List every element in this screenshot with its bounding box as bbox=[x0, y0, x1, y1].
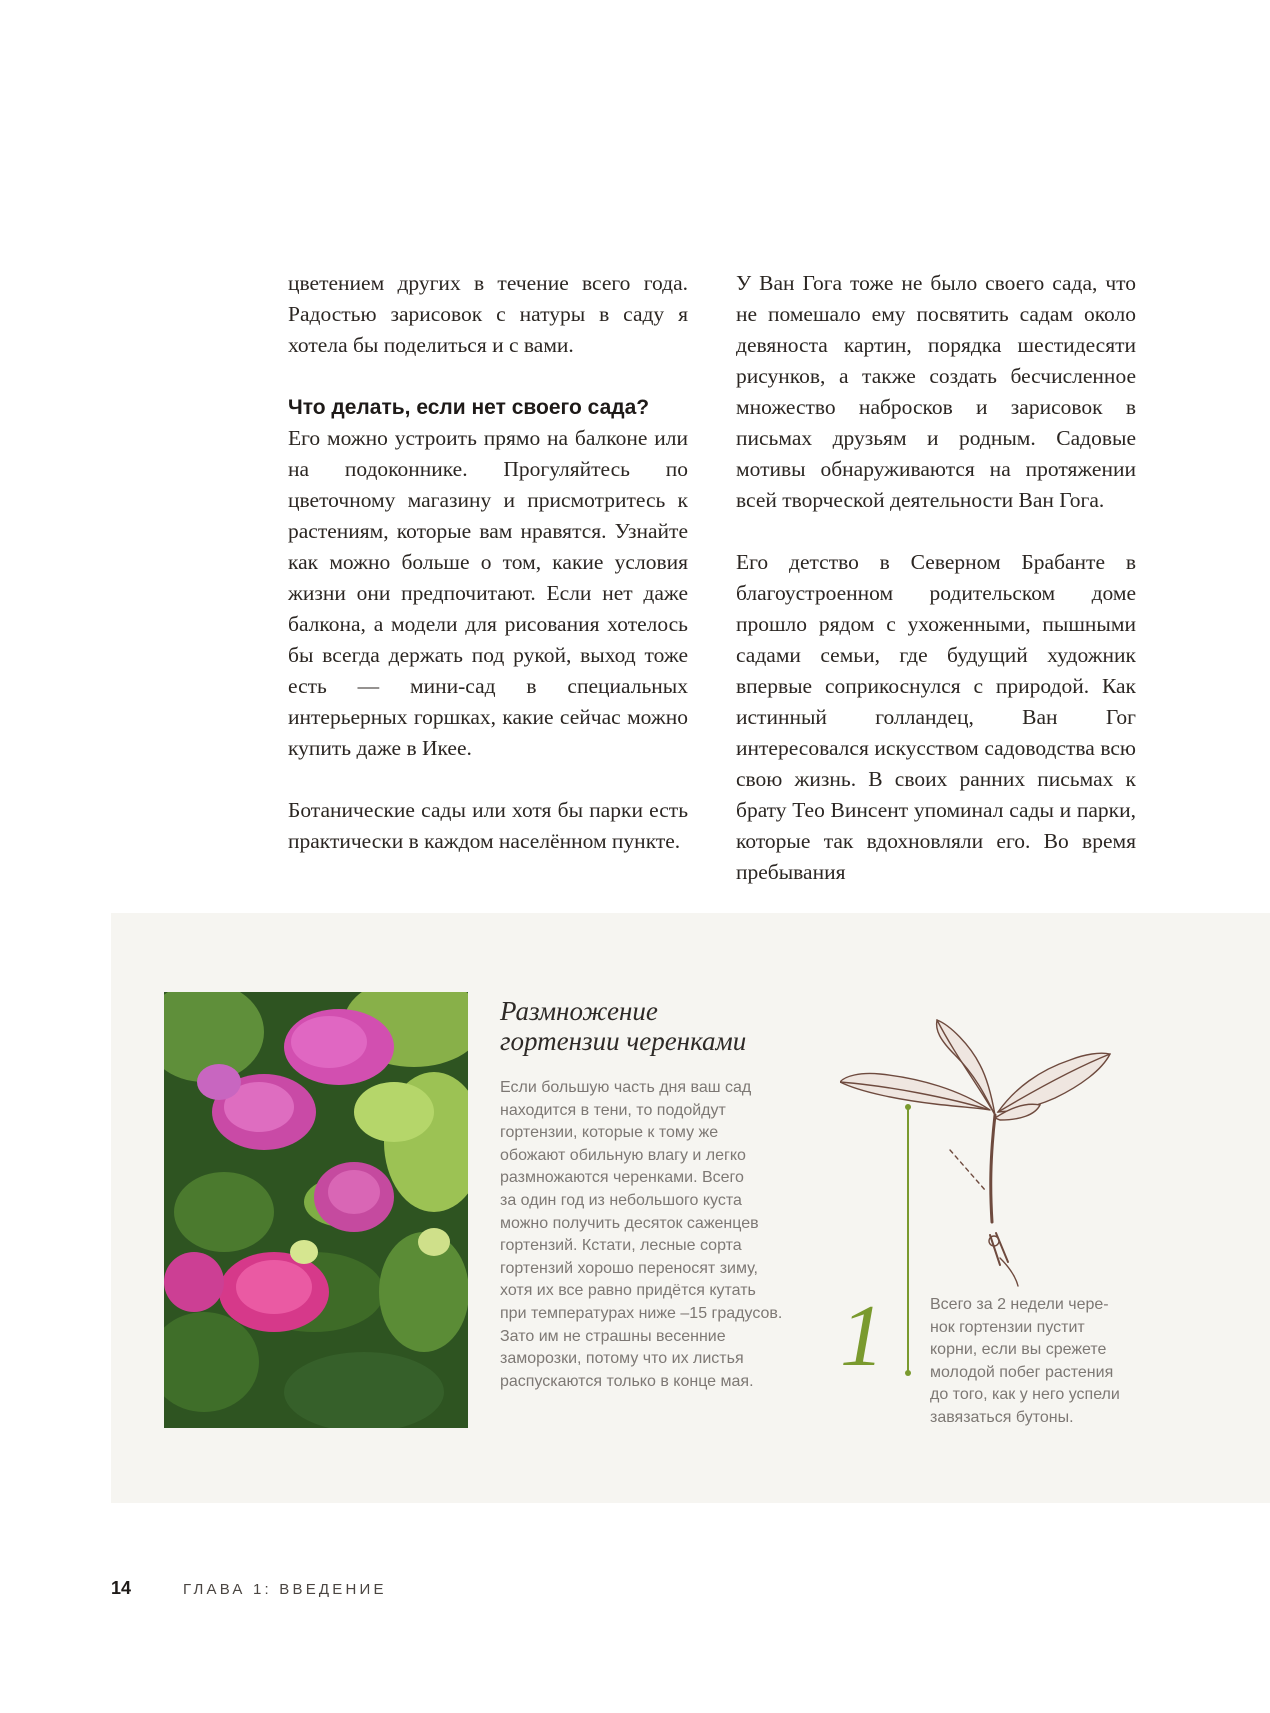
step-number: 1 bbox=[840, 1288, 884, 1385]
box-text-line: при температурах ниже –15 градусов. bbox=[500, 1304, 783, 1322]
box-title bbox=[500, 996, 840, 1056]
right-text-column bbox=[736, 268, 1136, 888]
box-text-line: гортензий. Кстати, лесные сорта bbox=[500, 1237, 742, 1255]
accent-vertical-line bbox=[907, 1107, 909, 1373]
left-text-column bbox=[288, 268, 688, 857]
right-paragraph-1: У Ван Гога тоже не было своего сада, что не помешало ему посвятить садам около девяноста картин, порядка шестидесяти рисунков, а также создать бесчисленное множество набросков и зарисовок в письмах друзьям и родным. Садовые мотивы обнаруживаются на протяжении всей творческой деятельности Ван Гога. bbox=[736, 271, 1136, 512]
left-paragraph-2: Его можно устроить прямо на балконе или на подоконнике. Прогуляйтесь по цветочному магазину и присмотритесь к растениям, которые вам нравятся. Узнайте как можно больше о том, какие условия жизни они предпочитают. Если нет даже балкона, а модели для рисования хотелось бы всегда держать под рукой, выход тоже есть — мини-сад в специальных интерьерных горшках, какие сейчас можно купить даже в Икее. bbox=[288, 426, 688, 760]
box-text-line: Если большую часть дня ваш сад bbox=[500, 1079, 752, 1096]
box-text-line: можно получить десяток саженцев bbox=[500, 1214, 759, 1232]
box-text-line: Зато им не страшны весенние bbox=[500, 1327, 726, 1345]
note-line: Всего за 2 недели чере- bbox=[930, 1296, 1109, 1313]
cutting-sketch-illustration bbox=[840, 990, 1130, 1290]
note-line: нок гортензии пустит bbox=[930, 1318, 1085, 1336]
note-line: корни, если вы срежете bbox=[930, 1341, 1107, 1359]
chapter-running-title: ГЛАВА 1: ВВЕДЕНИЕ bbox=[183, 1581, 387, 1598]
box-text-line: находится в тени, то подойдут bbox=[500, 1101, 726, 1119]
box-text-line: распускаются только в конце мая. bbox=[500, 1372, 754, 1390]
step-note-text bbox=[930, 1294, 1160, 1430]
note-line: молодой побег растения bbox=[930, 1363, 1114, 1381]
page-number: 14 bbox=[111, 1578, 132, 1598]
section-subheading: Что делать, если нет своего сада? bbox=[288, 396, 650, 419]
box-text-line: размножаются черенками. Всего bbox=[500, 1169, 744, 1187]
note-line: завязаться бутоны. bbox=[930, 1408, 1074, 1426]
box-text-line: заморозки, потому что их листья bbox=[500, 1350, 744, 1368]
left-paragraph-3: Ботанические сады или хотя бы парки есть практически в каждом населённом пункте. bbox=[288, 798, 688, 853]
box-text-line: за один год из небольшого куста bbox=[500, 1191, 742, 1209]
box-body-text bbox=[500, 1077, 800, 1393]
box-text-line: обожают обильную влагу и легко bbox=[500, 1146, 746, 1164]
box-title-line-1: Размножение bbox=[500, 996, 658, 1026]
box-title-line-2: гортензии черенками bbox=[500, 1026, 747, 1056]
box-text-line: гортензий хорошо переносят зиму, bbox=[500, 1259, 758, 1277]
accent-dot-top bbox=[905, 1104, 911, 1110]
box-text-line: хотя их все равно придётся кутать bbox=[500, 1282, 756, 1300]
hydrangea-photo bbox=[164, 992, 468, 1428]
note-line: до того, как у него успели bbox=[930, 1386, 1120, 1404]
right-paragraph-2: Его детство в Северном Брабанте в благоустроенном родительском доме прошло рядом с ухоженными, пышными садами семьи, где будущий художник впервые соприкоснулся с природой. Как истинный голландец, Ван Гог интересовался искусством садоводства всю свою жизнь. В своих ранних письмах к брату Тео Винсент упоминал сады и парки, которые так вдохновляли его. Во время пребывания bbox=[736, 550, 1136, 884]
accent-dot-bottom bbox=[905, 1370, 911, 1376]
box-text-line: гортензии, которые к тому же bbox=[500, 1124, 719, 1142]
left-paragraph-1: цветением других в течение всего года. Радостью зарисовок с натуры в саду я хотела бы поделиться и с вами. bbox=[288, 271, 688, 357]
